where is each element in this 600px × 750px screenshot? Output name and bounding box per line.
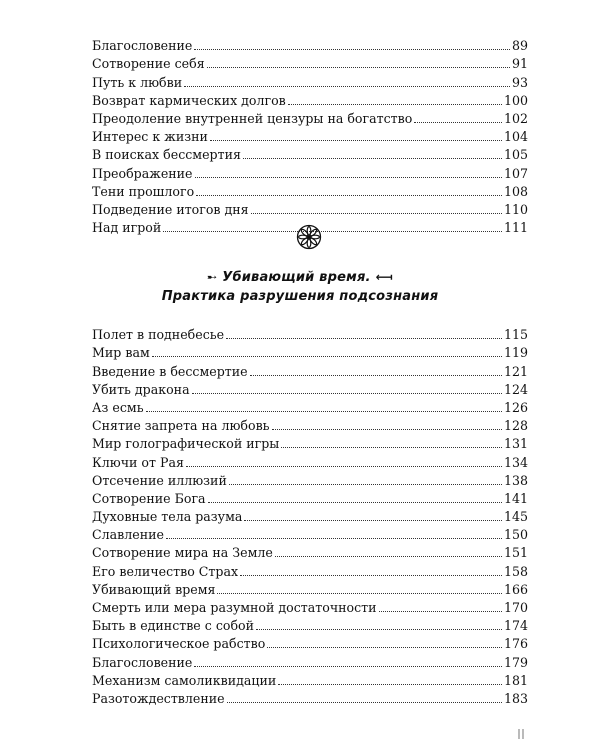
toc-entry-page: 115 (503, 327, 528, 343)
toc-entry-title: Славление (92, 527, 164, 543)
toc-entry[interactable] (92, 597, 528, 615)
toc-entry-title: Мир вам (92, 345, 150, 361)
dot-leader (210, 140, 502, 141)
toc-entry[interactable] (92, 633, 528, 651)
dot-leader (275, 556, 502, 557)
dot-leader (194, 49, 510, 50)
toc-entry-title: Подведение итогов дня (92, 201, 249, 217)
dot-leader (243, 158, 502, 159)
toc-entry-title: Быть в единстве с собой (92, 618, 255, 634)
toc-entry[interactable] (92, 560, 528, 578)
toc-entry-title: Ключи от Рая (92, 454, 184, 470)
toc-entry-page: 170 (503, 600, 528, 615)
toc-entry-page: 124 (503, 381, 528, 397)
dot-leader (250, 375, 502, 376)
toc-entry-page: 119 (503, 345, 528, 361)
dot-leader (414, 122, 502, 123)
toc-entry-page: 100 (503, 92, 528, 108)
toc-entry[interactable] (92, 199, 528, 217)
dot-leader (278, 684, 502, 685)
toc-entry-title: Преображение (92, 165, 193, 181)
toc-entry[interactable] (92, 688, 528, 706)
dot-leader (207, 67, 510, 68)
dot-leader (186, 466, 502, 467)
toc-entry[interactable] (92, 108, 528, 126)
toc-entry-page: 91 (511, 56, 528, 72)
toc-entry-page: 107 (503, 165, 528, 181)
toc-entry[interactable] (92, 90, 528, 108)
toc-entry-title: Убивающий время (92, 581, 216, 597)
toc-entry[interactable] (92, 126, 528, 144)
section-heading-line2: Практика разрушения подсознания (161, 289, 439, 304)
toc-entry-title: Полет в поднебесье (92, 327, 225, 343)
toc-entry[interactable] (92, 433, 528, 451)
toc-entry-page: 183 (503, 690, 528, 706)
toc-entry-title: Механизм самоликвидации (92, 672, 277, 688)
toc-entry-page: 181 (503, 672, 528, 688)
toc-entry-page: 138 (503, 472, 528, 488)
toc-entry[interactable] (92, 35, 528, 53)
toc-entry-page: 145 (503, 509, 528, 525)
toc-entry-title: Интерес к жизни (92, 129, 208, 145)
dot-leader (281, 447, 502, 448)
toc-entry-title: Возврат кармических долгов (92, 92, 286, 108)
dot-leader (192, 393, 502, 394)
toc-entry-page: 104 (503, 129, 528, 145)
toc-entry[interactable] (92, 542, 528, 560)
dot-leader (152, 356, 502, 357)
toc-entry-title: Аз есмь (92, 399, 144, 415)
toc-entry-title: Сотворение себя (92, 56, 205, 72)
dot-leader (256, 629, 502, 630)
toc-entry-page: 158 (503, 563, 528, 579)
toc-entry[interactable] (92, 524, 528, 542)
section-heading-line1 (150, 270, 450, 285)
toc-entry-title: Путь к любви (92, 74, 183, 90)
toc-entry-page: 108 (503, 183, 528, 199)
dot-leader (229, 484, 502, 485)
toc-entry-page: 110 (503, 201, 528, 217)
toc-entry-page: 179 (503, 654, 528, 670)
toc-entry[interactable] (92, 451, 528, 469)
dot-leader (244, 520, 502, 521)
dot-leader (217, 593, 501, 594)
toc-entry[interactable] (92, 397, 528, 415)
toc-entry[interactable] (92, 579, 528, 597)
toc-entry-page: 150 (503, 527, 528, 543)
toc-entry-page: 174 (503, 618, 528, 634)
toc-list-section1 (92, 35, 528, 235)
toc-entry-title: В поисках бессмертия (92, 147, 241, 163)
flower-ornament-icon (296, 224, 322, 250)
toc-entry-title: Мир голографической игры (92, 436, 280, 452)
toc-list-section2 (92, 324, 528, 706)
dot-leader (226, 338, 502, 339)
toc-entry-title: Преодоление внутренней цензуры на богатство (92, 110, 413, 126)
dot-leader (194, 666, 502, 667)
dot-leader (146, 411, 502, 412)
toc-entry-title: Над игрой (92, 220, 162, 236)
toc-entry[interactable] (92, 506, 528, 524)
arrow-right-icon: ➸ (206, 270, 218, 284)
toc-entry[interactable] (92, 670, 528, 688)
section-heading-text: Убивающий время. (222, 270, 371, 285)
dot-leader (163, 231, 502, 232)
toc-entry-page: 151 (503, 545, 528, 561)
toc-entry-page: 102 (503, 110, 528, 126)
toc-entry-page: 89 (511, 38, 528, 54)
toc-entry[interactable] (92, 53, 528, 71)
dot-leader (196, 195, 502, 196)
toc-entry-page: 128 (503, 418, 528, 434)
toc-entry[interactable] (92, 181, 528, 199)
toc-entry-title: Введение в бессмертие (92, 363, 248, 379)
dot-leader (166, 538, 502, 539)
toc-entry-page: 131 (503, 436, 528, 452)
toc-entry[interactable] (92, 651, 528, 669)
dot-leader (272, 429, 502, 430)
toc-entry-page: 105 (503, 147, 528, 163)
toc-entry-title: Духовные тела разума (92, 509, 243, 525)
arrow-left-icon: ⟻ (375, 270, 394, 284)
toc-entry-title: Благословение (92, 654, 193, 670)
dot-leader (251, 213, 502, 214)
dot-leader (288, 104, 502, 105)
toc-entry-title: Его величество Страх (92, 563, 239, 579)
dot-leader (267, 647, 502, 648)
toc-entry[interactable] (92, 144, 528, 162)
toc-entry[interactable] (92, 324, 528, 342)
dot-leader (184, 86, 510, 87)
toc-entry-page: 121 (503, 363, 528, 379)
dot-leader (379, 611, 502, 612)
toc-entry[interactable] (92, 360, 528, 378)
toc-entry-title: Отсечение иллюзий (92, 472, 227, 488)
toc-entry[interactable] (92, 415, 528, 433)
toc-entry[interactable] (92, 470, 528, 488)
toc-entry[interactable] (92, 71, 528, 89)
toc-entry-page: 166 (503, 581, 528, 597)
toc-entry[interactable] (92, 379, 528, 397)
toc-entry-title: Благословение (92, 38, 193, 54)
toc-entry-title: Сотворение мира на Земле (92, 545, 273, 561)
toc-entry-title: Смерть или мера разумной достаточности (92, 600, 377, 615)
toc-entry-page: 111 (503, 220, 528, 236)
toc-entry-title: Разотождествление (92, 690, 225, 706)
toc-entry[interactable] (92, 488, 528, 506)
corner-mark-icon (517, 728, 525, 740)
dot-leader (195, 177, 502, 178)
toc-entry-title: Убить дракона (92, 381, 190, 397)
toc-entry-title: Психологическое рабство (92, 636, 266, 652)
toc-entry-page: 141 (503, 490, 528, 506)
toc-entry-page: 176 (503, 636, 528, 652)
toc-entry-title: Тени прошлого (92, 183, 195, 199)
dot-leader (227, 702, 502, 703)
toc-entry-page: 93 (511, 74, 528, 90)
toc-entry[interactable] (92, 162, 528, 180)
toc-entry-title: Снятие запрета на любовь (92, 418, 270, 434)
dot-leader (240, 575, 502, 576)
toc-entry-title: Сотворение Бога (92, 490, 206, 506)
toc-entry[interactable] (92, 615, 528, 633)
toc-entry[interactable] (92, 342, 528, 360)
toc-entry-page: 134 (503, 454, 528, 470)
toc-entry-page: 126 (503, 399, 528, 415)
dot-leader (208, 502, 502, 503)
